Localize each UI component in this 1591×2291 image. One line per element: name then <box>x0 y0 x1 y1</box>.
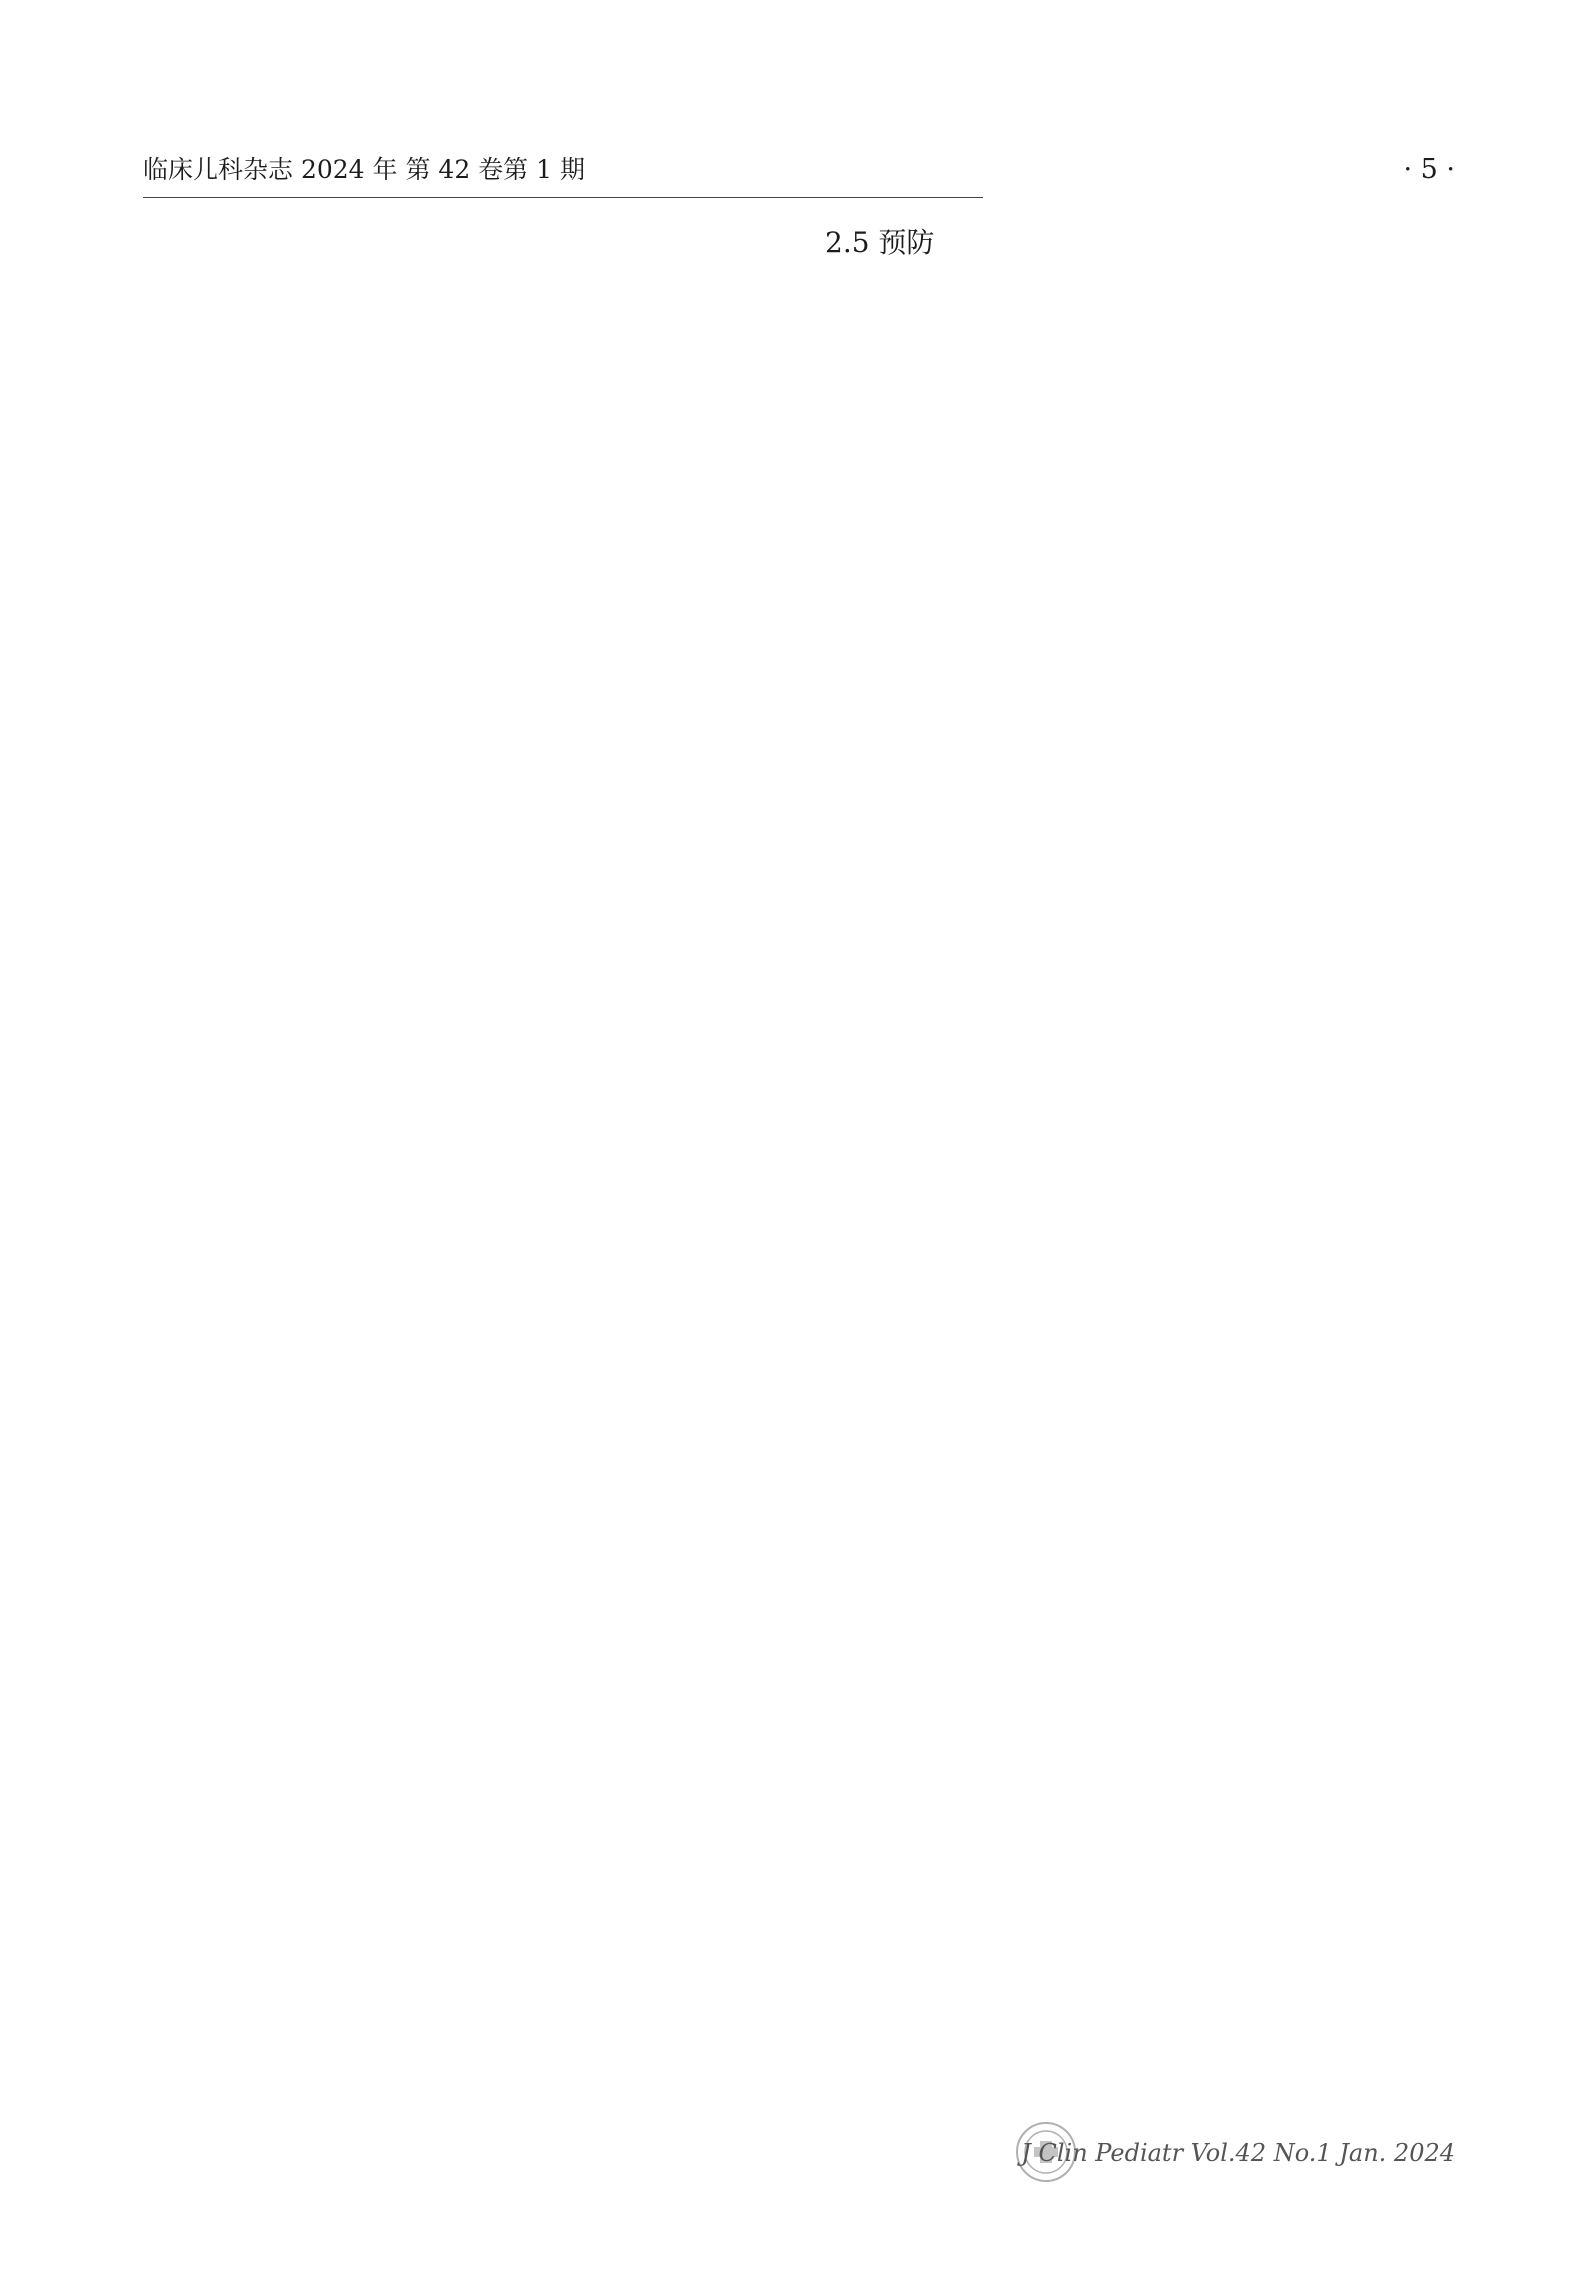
section-heading: 2.5 预防 <box>825 226 935 259</box>
left-column <box>143 215 773 2090</box>
page-number: · 5 · <box>1403 154 1455 185</box>
article-body <box>143 215 1455 2090</box>
footer-citation: J Clin Pediatr Vol.42 No.1 Jan. 2024 <box>1021 2139 1455 2167</box>
running-header <box>143 150 1455 190</box>
header-rule <box>143 197 983 198</box>
page-footer <box>1015 2115 1455 2195</box>
right-column <box>825 215 1455 2090</box>
journal-issue-header: 临床儿科杂志 2024 年 第 42 卷第 1 期 <box>143 155 585 184</box>
